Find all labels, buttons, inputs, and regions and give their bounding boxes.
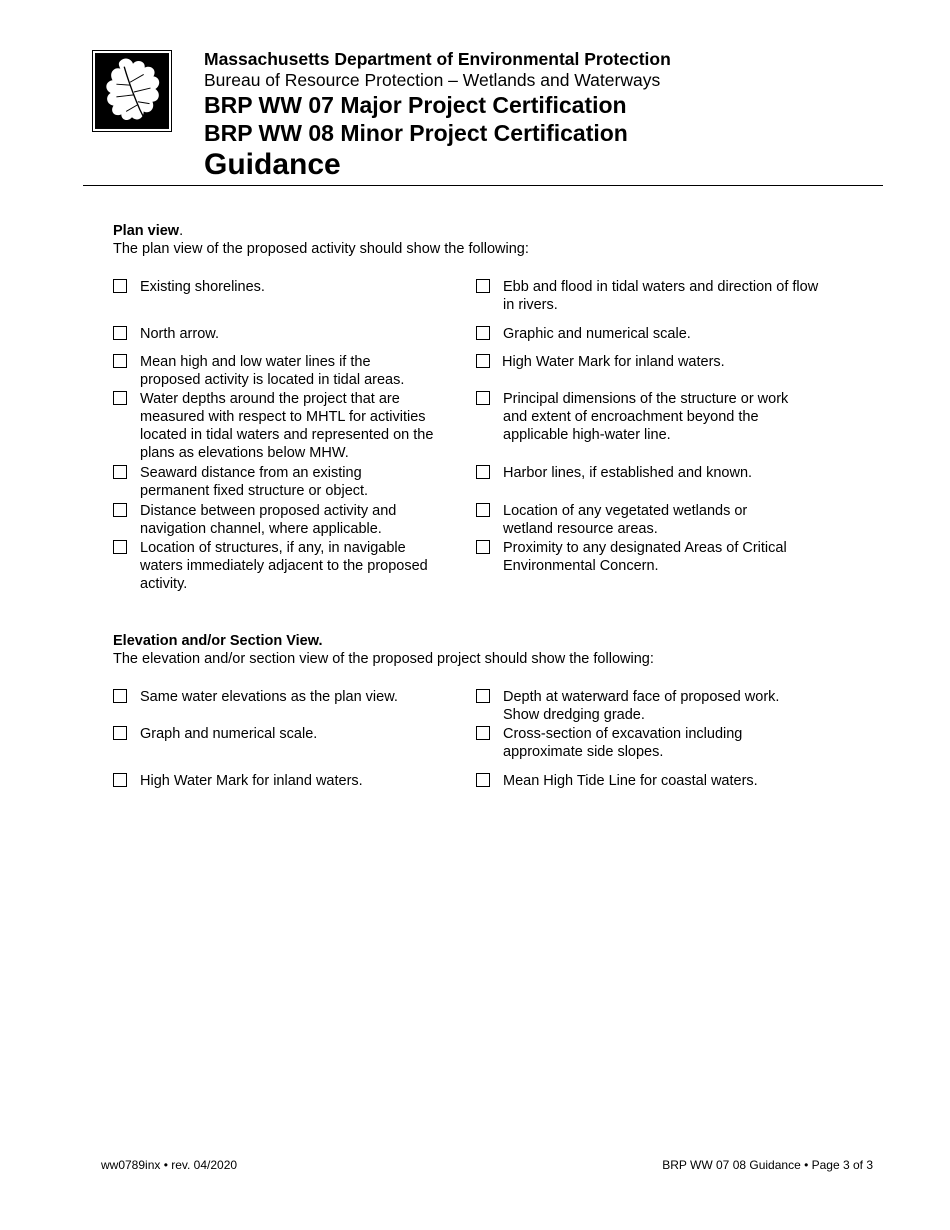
checkbox[interactable] (113, 726, 127, 740)
checklist-label: Cross-section of excavation including approximate side slopes. (503, 726, 743, 760)
checklist-label: Harbor lines, if established and known. (503, 465, 753, 481)
checklist-label: Proximity to any designated Areas of Critical Environmental Concern. (503, 540, 787, 574)
checkbox[interactable] (113, 503, 127, 517)
checkbox[interactable] (476, 279, 490, 293)
checkbox[interactable] (476, 354, 490, 368)
checkbox[interactable] (113, 540, 127, 554)
checklist-label: North arrow. (140, 326, 219, 342)
section-heading: Elevation and/or Section View. (113, 633, 323, 649)
checklist-label: Ebb and flood in tidal waters and direction of flow in rivers. (503, 279, 819, 313)
header-divider (83, 185, 883, 186)
checkbox[interactable] (476, 503, 490, 517)
checklist-label: Mean high and low water lines if the proposed activity is located in tidal areas. (140, 354, 405, 388)
checkbox[interactable] (113, 689, 127, 703)
checkbox[interactable] (476, 540, 490, 554)
footer-form-id: ww0789inx • rev. 04/2020 (101, 1158, 238, 1172)
checklist-label: Location of structures, if any, in navigable waters immediately adjacent to the proposed activity. (140, 540, 428, 592)
checkbox[interactable] (476, 326, 490, 340)
checklist-label: Depth at waterward face of proposed work. Show dredging grade. (503, 689, 780, 723)
document-type: Guidance (204, 148, 341, 181)
checkbox[interactable] (476, 689, 490, 703)
checkbox[interactable] (476, 465, 490, 479)
massdep-logo (92, 50, 172, 132)
checkbox[interactable] (113, 354, 127, 368)
checklist-label: High Water Mark for inland waters. (140, 773, 363, 789)
elevation-view-section (113, 632, 833, 668)
form-title-major: BRP WW 07 Major Project Certification (204, 92, 627, 118)
checkbox[interactable] (476, 773, 490, 787)
checklist-label: Water depths around the project that are measured with respect to MHTL for activities located in tidal waters and represented on the plans as elevations below MHW. (140, 391, 434, 461)
checklist-label: Same water elevations as the plan view. (140, 689, 398, 705)
checklist-label: Mean High Tide Line for coastal waters. (503, 773, 758, 789)
oak-leaf-icon (95, 53, 169, 129)
checkbox[interactable] (113, 279, 127, 293)
agency-name: Massachusetts Department of Environmental Protection (204, 49, 671, 69)
checklist-label: Graph and numerical scale. (140, 726, 318, 742)
checkbox[interactable] (113, 465, 127, 479)
section-heading: Plan view. (113, 223, 184, 239)
checkbox[interactable] (113, 326, 127, 340)
checklist-label: Graphic and numerical scale. (503, 326, 691, 342)
checklist-label: Distance between proposed activity and navigation channel, where applicable. (140, 503, 397, 537)
form-title-minor: BRP WW 08 Minor Project Certification (204, 120, 628, 146)
checklist-label: Principal dimensions of the structure or work and extent of encroachment beyond the applicable high-water line. (503, 391, 789, 443)
checklist-label: Location of any vegetated wetlands or wetland resource areas. (503, 503, 748, 537)
footer-page-number: BRP WW 07 08 Guidance • Page 3 of 3 (662, 1158, 873, 1172)
checklist-label: Existing shorelines. (140, 279, 265, 295)
section-intro: The elevation and/or section view of the proposed project should show the following: (113, 651, 654, 667)
checklist-label: High Water Mark for inland waters. (502, 354, 725, 370)
checklist-label: Seaward distance from an existing permanent fixed structure or object. (140, 465, 369, 499)
checkbox[interactable] (113, 391, 127, 405)
checkbox[interactable] (476, 391, 490, 405)
section-intro: The plan view of the proposed activity should show the following: (113, 241, 529, 257)
checkbox[interactable] (476, 726, 490, 740)
checkbox[interactable] (113, 773, 127, 787)
document-header (204, 49, 671, 183)
bureau-name: Bureau of Resource Protection – Wetlands and Waterways (204, 70, 661, 90)
plan-view-section (113, 222, 833, 258)
